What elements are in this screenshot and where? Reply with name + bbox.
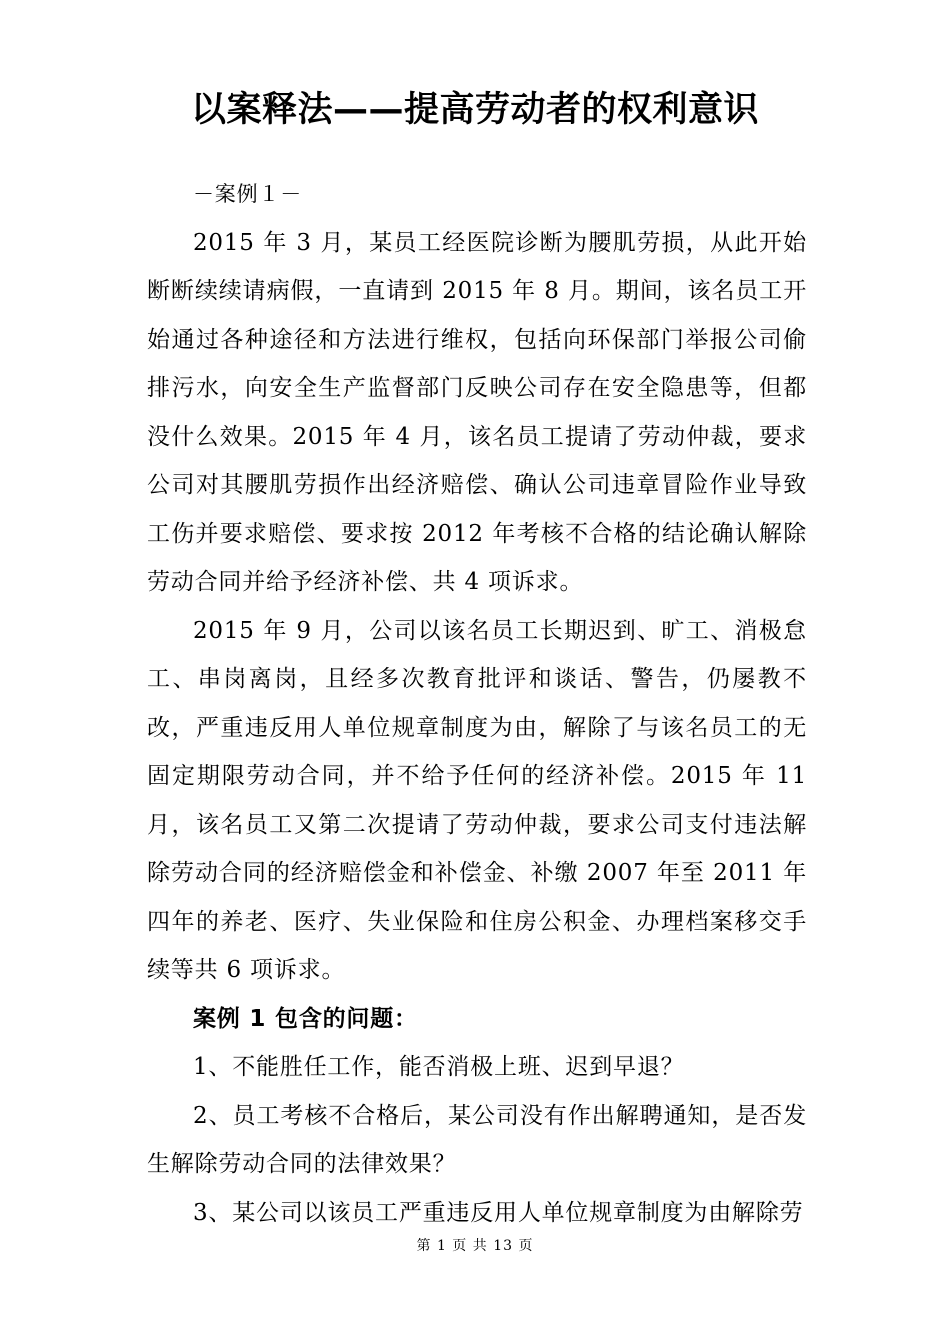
page-footer: 第 1 页 共 13 页: [416, 1238, 534, 1254]
questions-heading: 案例 1 包含的问题：: [193, 1005, 418, 1032]
question-item-2: 2、员工考核不合格后，某公司没有作出解聘通知，是否发生解除劳动合同的法律效果？: [147, 1102, 807, 1177]
case-paragraph-1: 2015 年 3 月，某员工经医院诊断为腰肌劳损，从此开始断断续续请病假，一直请到 2015 年 8 月。期间，该名员工开始通过各种途径和方法进行维权，包括向环保部门举报公司偷排污水，向安全生产监督部门反映公司存在安全隐患等，但都没什么效果。2015 年 4 月，该名员工提请了劳动仲裁，要求公司对其腰肌劳损作出经济赔偿、确认公司违章冒险作业导致工伤并要求赔偿、要求按 2012 年考核不合格的结论确认解除劳动合同并给予经济补偿、共 4 项诉求。: [147, 229, 807, 595]
case-paragraph-2: 2015 年 9 月，公司以该名员工长期迟到、旷工、消极怠工、串岗离岗，且经多次教育批评和谈话、警告，仍屡教不改，严重违反用人单位规章制度为由，解除了与该名员工的无固定期限劳动合同，并不给予任何的经济补偿。2015 年 11 月，该名员工又第二次提请了劳动仲裁，要求公司支付违法解除劳动合同的经济赔偿金和补偿金、补缴 2007 年至 2011 年四年的养老、医疗、失业保险和住房公积金、办理档案移交手续等共 6 项诉求。: [147, 617, 807, 983]
case-label: －案例１－: [193, 182, 302, 206]
question-item-3: 3、某公司以该员工严重违反用人单位规章制度为由解除劳: [193, 1199, 804, 1226]
question-item-1: 1、不能胜任工作，能否消极上班、迟到早退？: [193, 1054, 685, 1080]
document-body: [147, 170, 807, 1237]
document-title: 以案释法——提高劳动者的权利意识: [190, 90, 759, 130]
